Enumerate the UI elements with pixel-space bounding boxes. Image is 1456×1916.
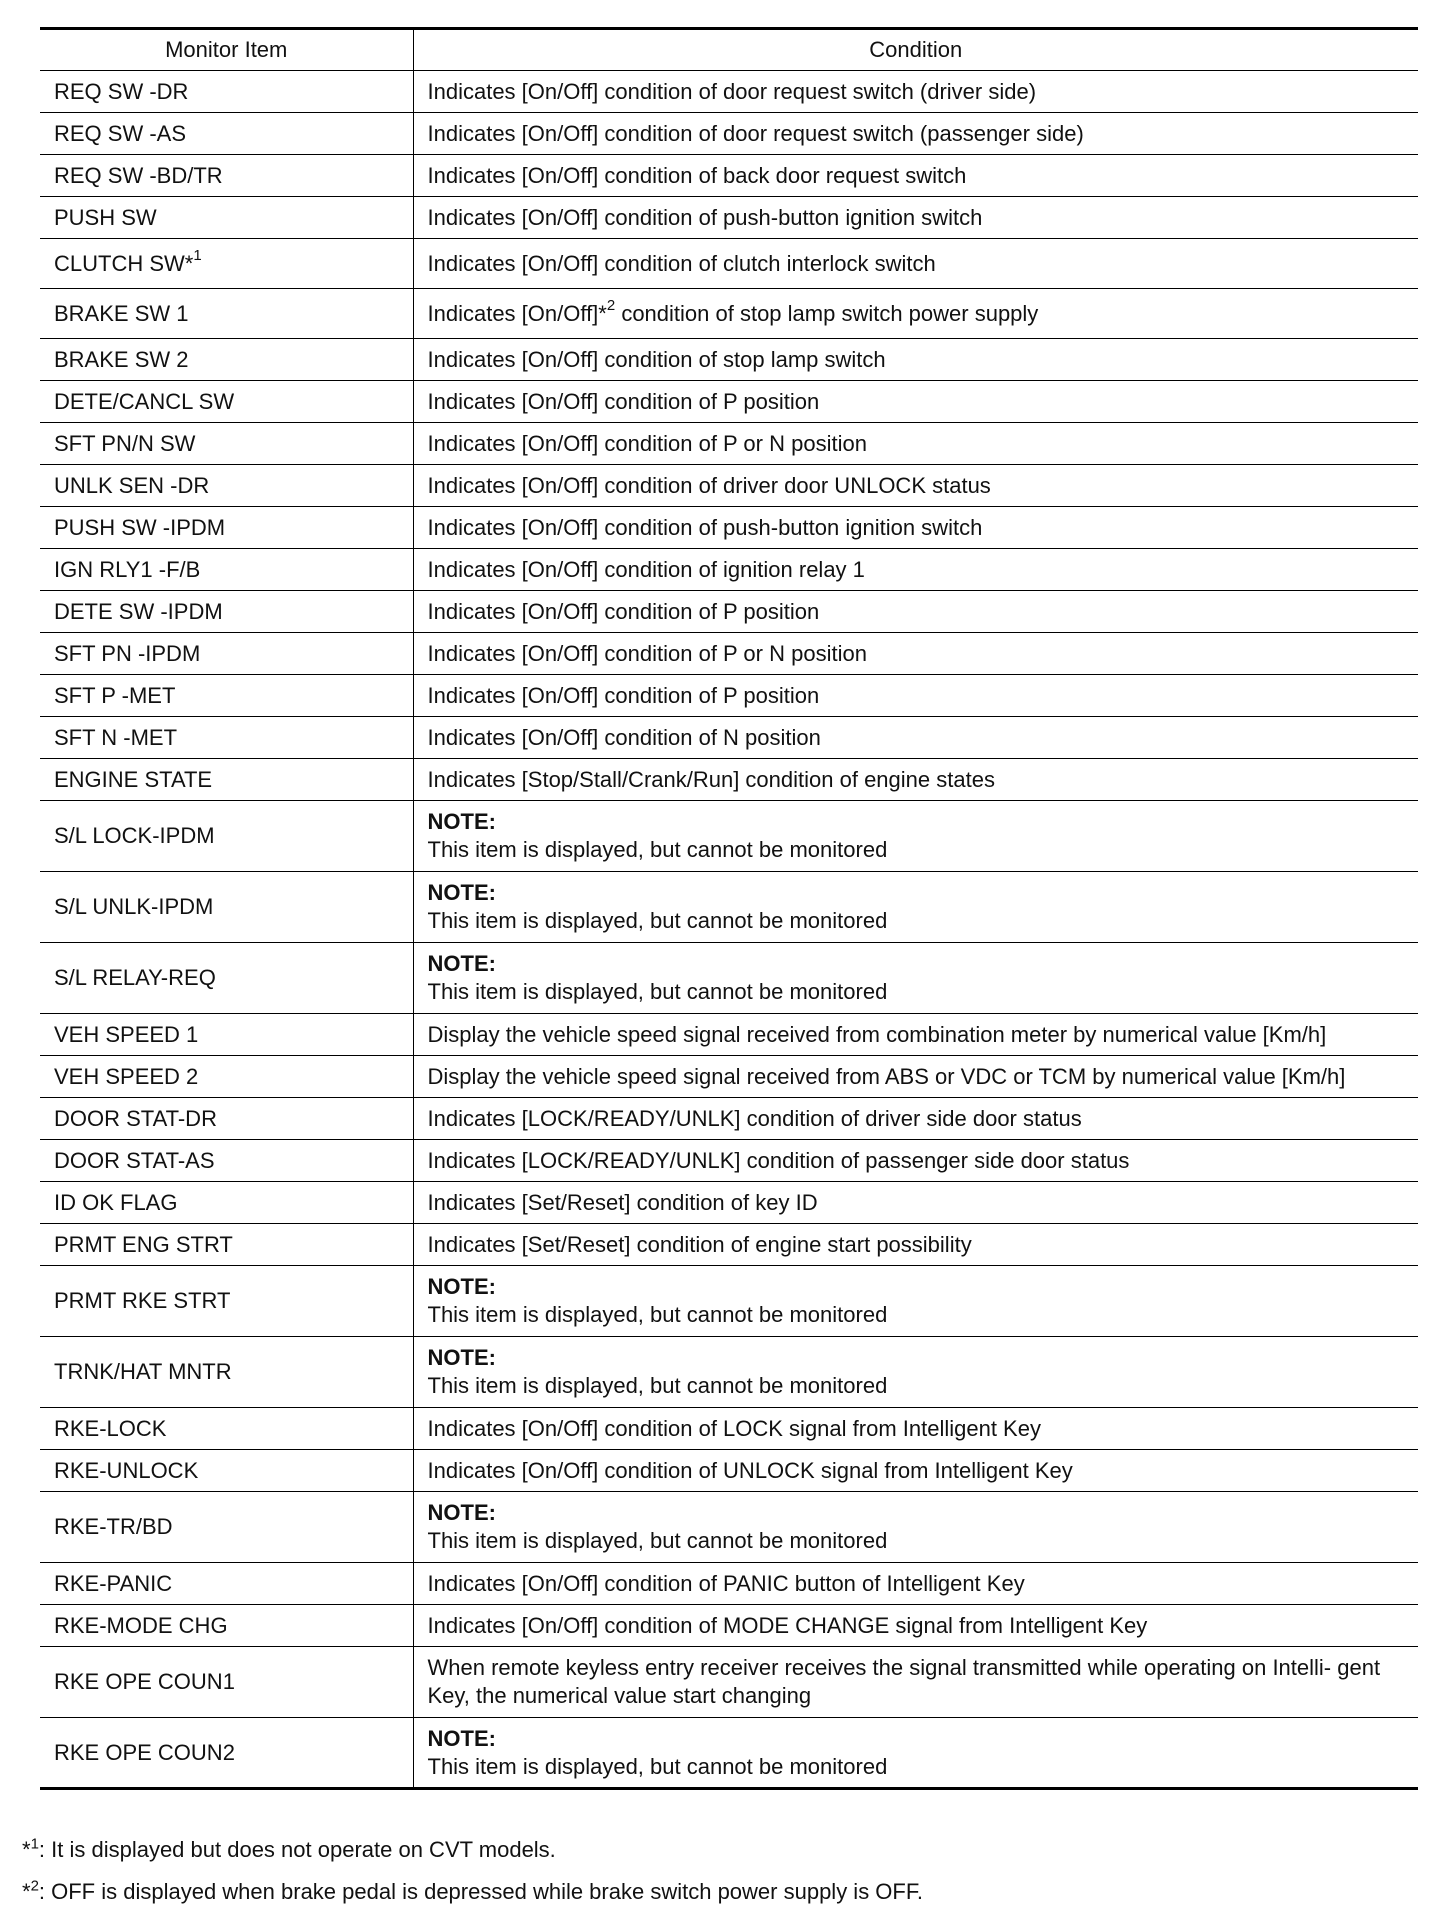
footnote-marker: * <box>22 1837 31 1862</box>
monitor-item-cell: RKE-TR/BD <box>40 1492 413 1563</box>
monitor-item-cell: SFT N -MET <box>40 717 413 759</box>
table-header-row <box>40 29 1418 71</box>
condition-cell: Indicates [On/Off] condition of N position <box>413 717 1418 759</box>
condition-cell: Indicates [Set/Reset] condition of engine start possibility <box>413 1224 1418 1266</box>
condition-cell: Indicates [On/Off] condition of back door request switch <box>413 155 1418 197</box>
table-row <box>40 1098 1418 1140</box>
condition-cell: When remote keyless entry receiver receives the signal transmitted while operating on Intelli- gent Key, the numerical value start changing <box>413 1647 1418 1718</box>
note-label: NOTE: <box>427 1345 496 1370</box>
condition-cell: Indicates [Stop/Stall/Crank/Run] condition of engine states <box>413 759 1418 801</box>
monitor-item-cell: RKE-LOCK <box>40 1408 413 1450</box>
table-row <box>40 1337 1418 1408</box>
monitor-item-cell: RKE OPE COUN1 <box>40 1647 413 1718</box>
monitor-item-cell: PUSH SW <box>40 197 413 239</box>
monitor-item-table <box>40 27 1418 1790</box>
condition-cell: Indicates [On/Off] condition of P position <box>413 591 1418 633</box>
footnote-number: 2 <box>30 1877 39 1895</box>
table-row <box>40 1450 1418 1492</box>
condition-cell <box>413 1492 1418 1563</box>
table-row <box>40 872 1418 943</box>
note-text: This item is displayed, but cannot be monitored <box>427 1753 888 1779</box>
note-text: This item is displayed, but cannot be monitored <box>427 1528 888 1553</box>
monitor-item-cell: SFT PN/N SW <box>40 423 413 465</box>
table-row <box>40 289 1418 339</box>
condition-cell: Indicates [LOCK/READY/UNLK] condition of driver side door status <box>413 1098 1418 1140</box>
note-text: This item is displayed, but cannot be monitored <box>427 979 888 1004</box>
condition-cell <box>413 1337 1418 1408</box>
table-row <box>40 1408 1418 1450</box>
monitor-item-cell: PRMT ENG STRT <box>40 1224 413 1266</box>
monitor-item-cell: IGN RLY1 -F/B <box>40 549 413 591</box>
condition-cell: Indicates [On/Off] condition of driver door UNLOCK status <box>413 465 1418 507</box>
condition-text: condition of stop lamp switch power supply <box>615 300 1039 326</box>
table-row <box>40 549 1418 591</box>
monitor-item-cell: DETE SW -IPDM <box>40 591 413 633</box>
condition-cell: Indicates [On/Off] condition of UNLOCK signal from Intelligent Key <box>413 1450 1418 1492</box>
monitor-item-cell: ID OK FLAG <box>40 1182 413 1224</box>
table-row <box>40 71 1418 113</box>
monitor-item-cell: BRAKE SW 2 <box>40 339 413 381</box>
condition-cell: Indicates [On/Off] condition of P or N position <box>413 633 1418 675</box>
monitor-item-cell: ENGINE STATE <box>40 759 413 801</box>
table-row <box>40 717 1418 759</box>
table-row <box>40 801 1418 872</box>
condition-cell: Indicates [On/Off] condition of ignition relay 1 <box>413 549 1418 591</box>
monitor-item-text: CLUTCH SW* <box>54 250 194 276</box>
condition-cell <box>413 1266 1418 1337</box>
table-row <box>40 943 1418 1014</box>
footnote-text: : OFF is displayed when brake pedal is depressed while brake switch power supply is OFF. <box>38 1879 923 1904</box>
table-row <box>40 1224 1418 1266</box>
condition-cell: Indicates [LOCK/READY/UNLK] condition of passenger side door status <box>413 1140 1418 1182</box>
monitor-item-cell: DETE/CANCL SW <box>40 381 413 423</box>
table-row <box>40 1563 1418 1605</box>
table-row <box>40 113 1418 155</box>
table-row <box>40 339 1418 381</box>
table-row <box>40 423 1418 465</box>
note-label: NOTE: <box>427 880 496 905</box>
condition-cell: Indicates [On/Off] condition of push-button ignition switch <box>413 197 1418 239</box>
header-condition: Condition <box>413 29 1418 71</box>
monitor-item-cell: S/L LOCK-IPDM <box>40 801 413 872</box>
note-text: This item is displayed, but cannot be monitored <box>427 908 888 933</box>
condition-cell: Display the vehicle speed signal received from combination meter by numerical value [Km/h] <box>413 1014 1418 1056</box>
monitor-item-cell: RKE OPE COUN2 <box>40 1718 413 1789</box>
monitor-item-cell: RKE-MODE CHG <box>40 1605 413 1647</box>
condition-cell <box>413 1718 1418 1789</box>
note-text: This item is displayed, but cannot be monitored <box>427 1373 888 1398</box>
footnote-number: 1 <box>30 1835 39 1853</box>
monitor-item-cell: PUSH SW -IPDM <box>40 507 413 549</box>
table-row <box>40 1718 1418 1789</box>
condition-cell: Indicates [On/Off] condition of P position <box>413 675 1418 717</box>
table-row <box>40 465 1418 507</box>
monitor-item-cell: REQ SW -BD/TR <box>40 155 413 197</box>
table-row <box>40 1266 1418 1337</box>
monitor-item-cell: TRNK/HAT MNTR <box>40 1337 413 1408</box>
condition-cell: Indicates [Set/Reset] condition of key ID <box>413 1182 1418 1224</box>
condition-cell: Indicates [On/Off] condition of MODE CHANGE signal from Intelligent Key <box>413 1605 1418 1647</box>
monitor-item-cell <box>40 239 413 289</box>
condition-cell: Indicates [On/Off] condition of door request switch (driver side) <box>413 71 1418 113</box>
note-text: This item is displayed, but cannot be monitored <box>427 837 888 862</box>
note-label: NOTE: <box>427 951 496 976</box>
monitor-item-cell: DOOR STAT-DR <box>40 1098 413 1140</box>
note-label: NOTE: <box>427 1500 496 1525</box>
condition-cell: Indicates [On/Off] condition of push-button ignition switch <box>413 507 1418 549</box>
condition-cell <box>413 943 1418 1014</box>
condition-cell <box>413 289 1418 339</box>
footnote-text: : It is displayed but does not operate on CVT models. <box>38 1837 556 1862</box>
table-row <box>40 1014 1418 1056</box>
table-row <box>40 1056 1418 1098</box>
monitor-item-cell: RKE-PANIC <box>40 1563 413 1605</box>
table-row <box>40 759 1418 801</box>
footnote-1 <box>22 1836 556 1864</box>
header-monitor-item: Monitor Item <box>40 29 413 71</box>
monitor-item-cell: S/L RELAY-REQ <box>40 943 413 1014</box>
condition-cell <box>413 872 1418 943</box>
table-row <box>40 1647 1418 1718</box>
monitor-item-cell: REQ SW -AS <box>40 113 413 155</box>
note-label: NOTE: <box>427 1274 496 1299</box>
monitor-item-cell: VEH SPEED 2 <box>40 1056 413 1098</box>
footnote-ref: 1 <box>193 247 202 265</box>
footnote-2 <box>22 1878 923 1906</box>
monitor-item-cell: PRMT RKE STRT <box>40 1266 413 1337</box>
table-row <box>40 155 1418 197</box>
table-row <box>40 197 1418 239</box>
condition-cell: Indicates [On/Off] condition of stop lamp switch <box>413 339 1418 381</box>
monitor-item-cell: UNLK SEN -DR <box>40 465 413 507</box>
note-label: NOTE: <box>427 1725 496 1751</box>
monitor-item-cell: DOOR STAT-AS <box>40 1140 413 1182</box>
monitor-item-cell: SFT PN -IPDM <box>40 633 413 675</box>
note-label: NOTE: <box>427 809 496 834</box>
condition-cell: Indicates [On/Off] condition of P position <box>413 381 1418 423</box>
table-row <box>40 675 1418 717</box>
table-row <box>40 1492 1418 1563</box>
monitor-item-cell: S/L UNLK-IPDM <box>40 872 413 943</box>
condition-cell: Indicates [On/Off] condition of PANIC button of Intelligent Key <box>413 1563 1418 1605</box>
table-row <box>40 1140 1418 1182</box>
condition-cell: Indicates [On/Off] condition of P or N position <box>413 423 1418 465</box>
footnote-marker: * <box>22 1879 31 1904</box>
table-row <box>40 1182 1418 1224</box>
table-row <box>40 381 1418 423</box>
monitor-item-cell: BRAKE SW 1 <box>40 289 413 339</box>
monitor-item-cell: VEH SPEED 1 <box>40 1014 413 1056</box>
monitor-item-cell: REQ SW -DR <box>40 71 413 113</box>
table-row <box>40 633 1418 675</box>
table-row <box>40 507 1418 549</box>
condition-cell: Indicates [On/Off] condition of door request switch (passenger side) <box>413 113 1418 155</box>
table-row <box>40 239 1418 289</box>
table-row <box>40 1605 1418 1647</box>
monitor-item-cell: SFT P -MET <box>40 675 413 717</box>
condition-text: Indicates [On/Off]* <box>427 300 607 326</box>
condition-cell <box>413 801 1418 872</box>
note-text: This item is displayed, but cannot be monitored <box>427 1302 888 1327</box>
footnote-ref: 2 <box>606 297 616 315</box>
condition-cell: Indicates [On/Off] condition of clutch interlock switch <box>413 239 1418 289</box>
condition-cell: Indicates [On/Off] condition of LOCK signal from Intelligent Key <box>413 1408 1418 1450</box>
table-row <box>40 591 1418 633</box>
condition-cell: Display the vehicle speed signal received from ABS or VDC or TCM by numerical value [Km/h] <box>413 1056 1418 1098</box>
monitor-item-cell: RKE-UNLOCK <box>40 1450 413 1492</box>
